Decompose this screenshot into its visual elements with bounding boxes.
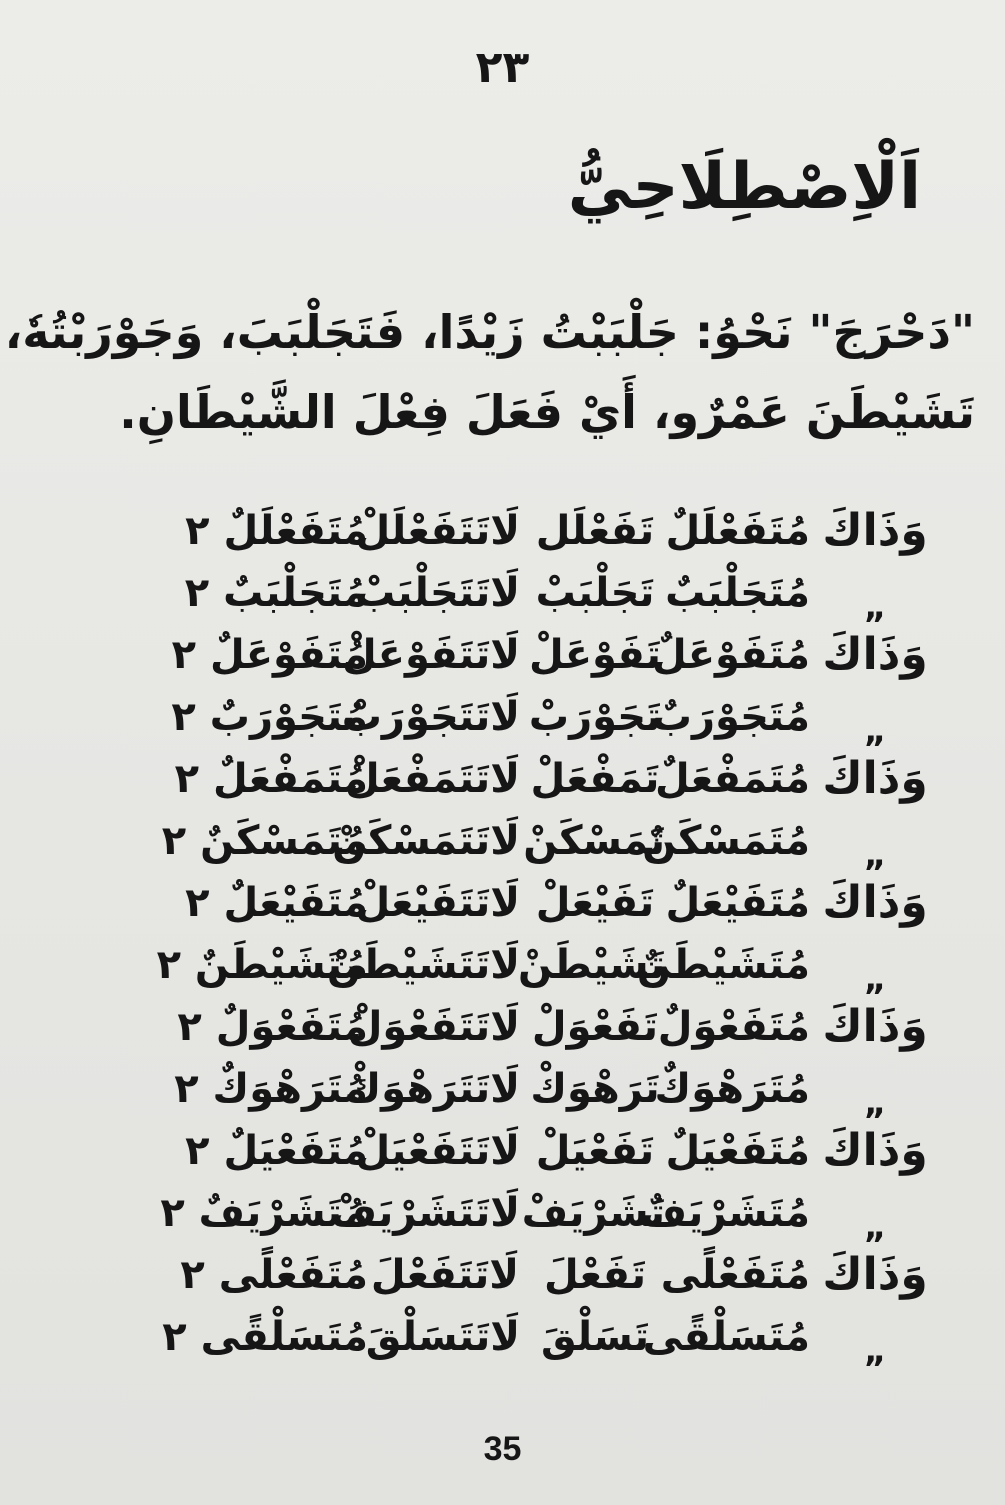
table-row [0,748,1005,810]
page-number-arabic: ٢٣ [475,42,530,93]
active-participle: مُتَفَعْيَلٌ [665,1128,810,1174]
imperative: تَرَهْوَكْ [530,1066,660,1112]
prohibition: لَاتَتَشَرْيَفْ [330,1190,520,1236]
active-participle: مُتَجَلْبَبٌ [665,570,810,616]
row-lead: وَذَاكَ [822,1001,928,1052]
paragraph-line-1: "دَحْرَجَ" نَحْوُ: جَلْبَبْتُ زَيْدًا، فَتَجَلْبَبَ، وَجَوْرَبْتُهٗ، [4,305,975,359]
prohibition: لَاتَتَسَلْقَ [365,1314,520,1360]
imperative: تَفَعْلَل [535,508,655,554]
row-lead: وَذَاكَ [822,629,928,680]
active-participle: مُتَفَوْعَلٌ [652,632,810,678]
place-noun: مُتَفَعْلًى ٢ [180,1252,368,1298]
active-participle: مُتَفَعْوَلٌ [657,1004,810,1050]
active-participle: مُتَفَعْلًى [660,1252,810,1298]
imperative: تَفَعْلَ [543,1252,647,1298]
table-row [0,624,1005,686]
active-participle: مُتَمَفْعَلٌ [655,756,810,802]
imperative: تَفَوْعَلْ [529,632,661,678]
row-lead: وَذَاكَ [822,1249,928,1300]
table-row [0,1120,1005,1182]
prohibition: لَاتَتَمَسْكَنْ [332,818,520,864]
active-participle: مُتَشَيْطَنٌ [636,942,810,988]
place-noun: مُتَشَرْيَفٌ ٢ [160,1190,368,1236]
imperative: تَفَعْوَلْ [531,1004,659,1050]
table-row [0,1244,1005,1306]
paragraph-line-2: تَشَيْطَنَ عَمْرٌو، أَيْ فَعَلَ فِعْلَ الشَّيْطَانِ. [119,385,975,439]
active-participle: مُتَفَيْعَلٌ [665,880,810,926]
ditto-mark: „ [863,1331,887,1371]
prohibition: لَاتَتَمَفْعَلْ [344,756,520,802]
ditto-mark: „ [863,1207,887,1247]
prohibition: لَاتَتَفَيْعَلْ [355,880,520,926]
place-noun: مُتَفَوْعَلٌ ٢ [171,632,368,678]
place-noun: مُتَسَلْقًى ٢ [162,1314,368,1360]
row-lead: وَذَاكَ [822,1125,928,1176]
table-row [0,500,1005,562]
place-noun: مُتَمَسْكَنٌ ٢ [161,818,368,864]
table-row [0,996,1005,1058]
prohibition: لَاتَتَجَلْبَبْ [355,570,520,616]
table-row [0,934,1005,999]
active-participle: مُتَمَسْكَنٌ [642,818,810,864]
imperative: تَمَسْكَنْ [523,818,665,864]
imperative: تَشَيْطَنْ [517,942,665,988]
ditto-mark: „ [863,959,887,999]
prohibition: لَاتَتَفَعْوَلْ [347,1004,520,1050]
imperative: تَشَرْيَفْ [521,1190,665,1236]
place-noun: مُتَفَعْوَلٌ ٢ [177,1004,368,1050]
row-lead: وَذَاكَ [822,877,928,928]
place-noun: مُتَفَعْلَلٌ ٢ [185,508,368,554]
table-row [0,686,1005,751]
ditto-mark: „ [863,835,887,875]
prohibition: لَاتَتَفَعْلَلْ [355,508,520,554]
place-noun: مُتَجَوْرَبٌ ٢ [171,694,368,740]
imperative: تَجَلْبَبْ [535,570,655,616]
active-participle: مُتَفَعْلَلٌ [665,508,810,554]
imperative: تَفَعْيَلْ [535,1128,655,1174]
row-lead: وَذَاكَ [822,505,928,556]
imperative: تَجَوْرَبْ [528,694,662,740]
table-row [0,810,1005,875]
place-noun: مُتَمَفْعَلٌ ٢ [174,756,368,802]
place-noun: مُتَرَهْوَكٌ ٢ [174,1066,368,1112]
section-heading: اَلْاِصْطِلَاحِيُّ [567,150,921,224]
active-participle: مُتَشَرْيَفٌ [640,1190,810,1236]
imperative: تَمَفْعَلْ [530,756,660,802]
table-row [0,1058,1005,1123]
ditto-mark: „ [863,711,887,751]
active-participle: مُتَرَهْوَكٌ [654,1066,810,1112]
imperative: تَسَلْقَ [540,1314,650,1360]
table-row [0,1306,1005,1371]
prohibition: لَاتَتَفَعْلَ [370,1252,520,1298]
intro-paragraph [4,292,975,452]
imperative: تَفَيْعَلْ [535,880,655,926]
conjugation-table [0,500,1005,1380]
prohibition: لَاتَتَرَهْوَكْ [344,1066,520,1112]
table-row [0,872,1005,934]
prohibition: لَاتَتَفَعْيَلْ [355,1128,520,1174]
place-noun: مُتَشَيْطَنٌ ٢ [156,942,368,988]
table-row [0,1182,1005,1247]
place-noun: مُتَفَيْعَلٌ ٢ [185,880,368,926]
active-participle: مُتَسَلْقًى [642,1314,810,1360]
prohibition: لَاتَتَجَوْرَبْ [341,694,520,740]
ditto-mark: „ [863,587,887,627]
table-row [0,562,1005,627]
place-noun: مُتَجَلْبَبٌ ٢ [184,570,368,616]
active-participle: مُتَجَوْرَبٌ [651,694,810,740]
row-lead: وَذَاكَ [822,753,928,804]
page-number: 35 [483,1430,522,1468]
ditto-mark: „ [863,1083,887,1123]
prohibition: لَاتَتَشَيْطَنْ [326,942,520,988]
place-noun: مُتَفَعْيَلٌ ٢ [185,1128,368,1174]
prohibition: لَاتَتَفَوْعَلْ [341,632,520,678]
